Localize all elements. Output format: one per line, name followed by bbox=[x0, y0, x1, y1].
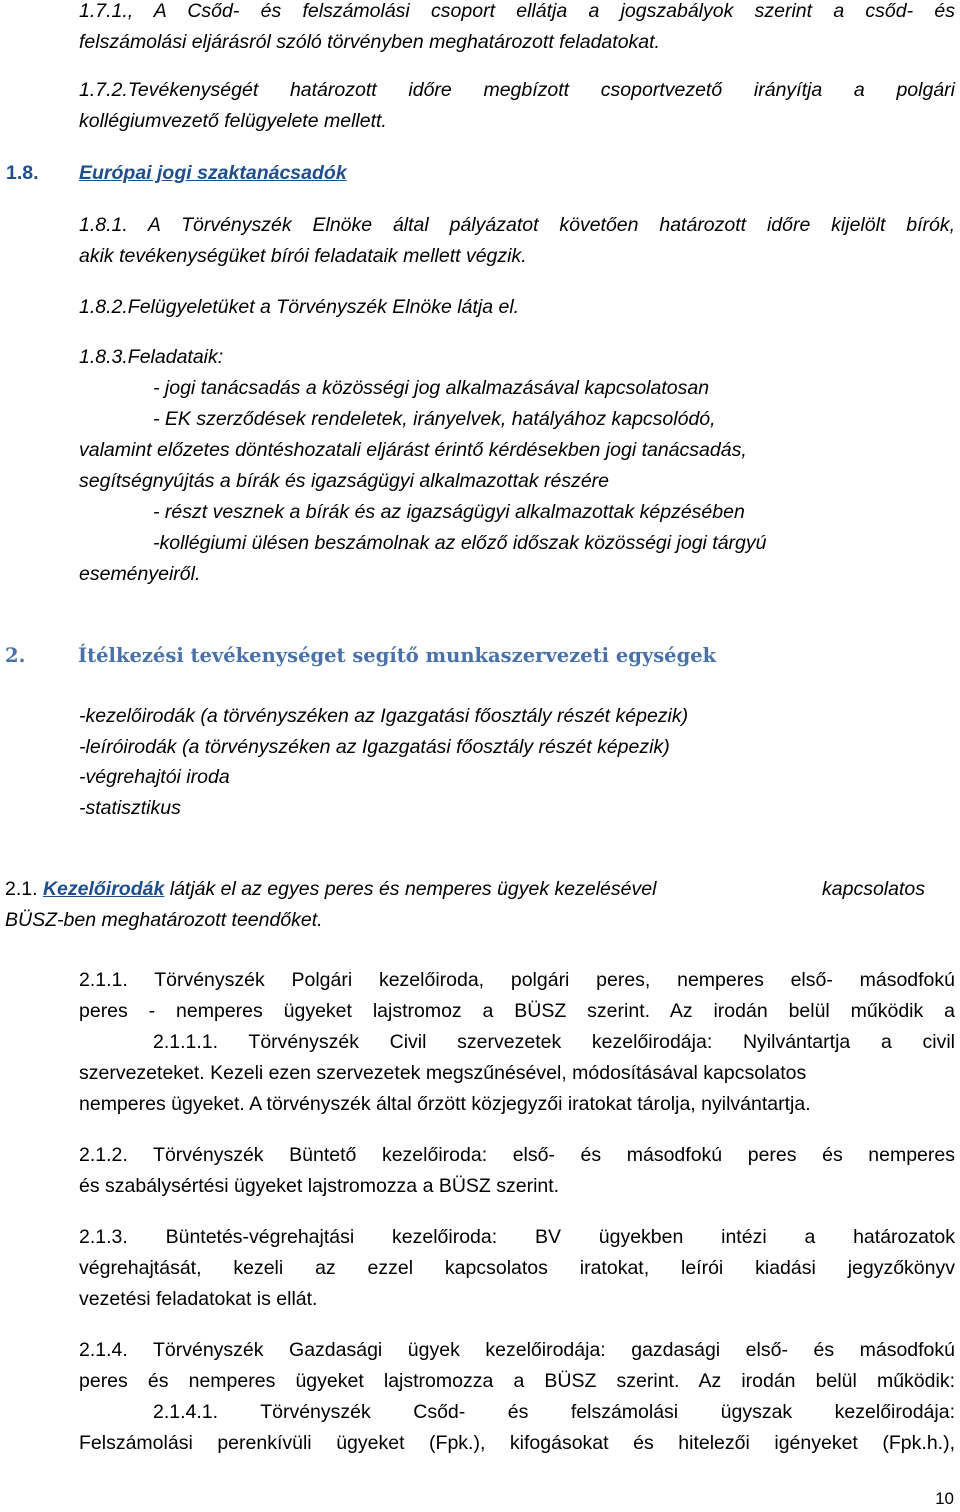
para-2-1-2-line-2: és szabálysértési ügyeket lajstromozza a BÜSZ szerint. bbox=[79, 1175, 560, 1197]
para-2-1-3-line-3: vezetési feladatokat is ellát. bbox=[79, 1288, 318, 1310]
para-2-1-number: 2.1. bbox=[5, 878, 38, 900]
section-1-8-title: Európai jogi szaktanácsadók bbox=[79, 162, 347, 184]
para-2-1-4-line-2: peres és nemperes ügyeket lajstromozza a BÜSZ szerint. Az irodán belül működik: bbox=[79, 1370, 955, 1392]
para-1-7-2-line-2: kollégiumvezető felügyelete mellett. bbox=[79, 110, 387, 132]
para-1-8-1-line-1: 1.8.1. A Törvényszék Elnöke által pályázatot követően határozott időre kijelölt bírók, bbox=[79, 214, 955, 236]
para-2-1-line-1 bbox=[5, 880, 656, 900]
section-1-8-number: 1.8. bbox=[6, 162, 39, 184]
para-2-1-3-line-1: 2.1.3. Büntetés-végrehajtási kezelőiroda: BV ügyekben intézi a határozatok bbox=[79, 1226, 955, 1248]
para-1-8-3-line-1: - jogi tanácsadás a közösségi jog alkalmazásával kapcsolatosan bbox=[153, 377, 710, 399]
para-1-8-3-line-3: valamint előzetes döntéshozatali eljárást érintő kérdésekben jogi tanácsadás, bbox=[79, 439, 747, 461]
unit-list-item: -statisztikus bbox=[79, 797, 181, 819]
para-1-7-1-line-2: felszámolási eljárásról szóló törvényben meghatározott feladatokat. bbox=[79, 31, 660, 53]
para-2-1-line-1-end: kapcsolatos bbox=[822, 878, 925, 900]
para-1-8-3-line-4: segítségnyújtás a bírák és igazságügyi alkalmazottak részére bbox=[79, 470, 610, 492]
para-1-7-2-line-1: 1.7.2.Tevékenységét határozott időre megbízott csoportvezető irányítja a polgári bbox=[79, 79, 955, 101]
para-2-1-1-1-line-1: 2.1.1.1. Törvényszék Civil szervezetek kezelőirodája: Nyilvántartja a civil bbox=[153, 1031, 955, 1053]
para-1-8-3-heading: 1.8.3.Feladataik: bbox=[79, 346, 224, 368]
section-2-title: Ítélkezési tevékenységet segítő munkaszervezeti egységek bbox=[78, 644, 717, 667]
para-2-1-1-1-line-2: szervezeteket. Kezeli ezen szervezetek megszűnésével, módosításával kapcsolatos bbox=[79, 1062, 807, 1084]
para-1-7-1-line-1: 1.7.1., A Csőd- és felszámolási csoport ellátja a jogszabályok szerint a csőd- és bbox=[79, 0, 955, 22]
para-1-8-3-line-6: -kollégiumi ülésen beszámolnak az előző időszak közösségi jogi tárgyú bbox=[153, 532, 767, 554]
unit-list-item: -kezelőirodák (a törvényszéken az Igazgatási főosztály részét képezik) bbox=[79, 705, 689, 727]
para-2-1-line-2: BÜSZ-ben meghatározott teendőket. bbox=[5, 909, 323, 931]
para-2-1-4-1-line-1: 2.1.4.1. Törvényszék Csőd- és felszámolási ügyszak kezelőirodája: bbox=[153, 1401, 955, 1423]
section-2-number: 2. bbox=[5, 644, 26, 667]
para-2-1-term: Kezelőirodák bbox=[42, 878, 165, 900]
unit-list-item: -végrehajtói iroda bbox=[79, 766, 230, 788]
para-2-1-2-line-1: 2.1.2. Törvényszék Büntető kezelőiroda: első- és másodfokú peres és nemperes bbox=[79, 1144, 955, 1166]
para-1-8-3-line-5: - részt vesznek a bírák és az igazságügyi alkalmazottak képzésében bbox=[153, 501, 745, 523]
para-1-8-1-line-2: akik tevékenységüket bírói feladataik mellett végzik. bbox=[79, 245, 527, 267]
para-2-1-text: látják el az egyes peres és nemperes ügyek kezelésével bbox=[164, 878, 657, 900]
para-2-1-3-line-2: végrehajtását, kezeli az ezzel kapcsolatos iratokat, leírói kiadási jegyzőkönyv bbox=[79, 1257, 955, 1279]
section-2-heading bbox=[5, 644, 716, 667]
para-2-1-1-1-line-3: nemperes ügyeket. A törvényszék által őrzött közjegyzői iratokat tárolja, nyilvántartja. bbox=[79, 1093, 811, 1115]
para-2-1-4-1-line-2: Felszámolási perenkívüli ügyeket (Fpk.), kifogásokat és hitelezői igényeket (Fpk.h.), bbox=[79, 1432, 955, 1454]
unit-list-item: -leíróirodák (a törvényszéken az Igazgatási főosztály részét képezik) bbox=[79, 736, 670, 758]
page-number: 10 bbox=[935, 1489, 954, 1508]
para-2-1-4-line-1: 2.1.4. Törvényszék Gazdasági ügyek kezelőirodája: gazdasági első- és másodfokú bbox=[79, 1339, 955, 1361]
para-2-1-1-line-2: peres - nemperes ügyeket lajstromoz a BÜSZ szerint. Az irodán belül működik a bbox=[79, 1000, 955, 1022]
para-1-8-2: 1.8.2.Felügyeletüket a Törvényszék Elnöke látja el. bbox=[79, 296, 520, 318]
para-1-8-3-line-7: eseményeiről. bbox=[79, 563, 201, 585]
para-1-8-3-line-2: - EK szerződések rendeletek, irányelvek, hatályához kapcsolódó, bbox=[153, 408, 716, 430]
para-2-1-1-line-1: 2.1.1. Törvényszék Polgári kezelőiroda, polgári peres, nemperes első- másodfokú bbox=[79, 969, 955, 991]
